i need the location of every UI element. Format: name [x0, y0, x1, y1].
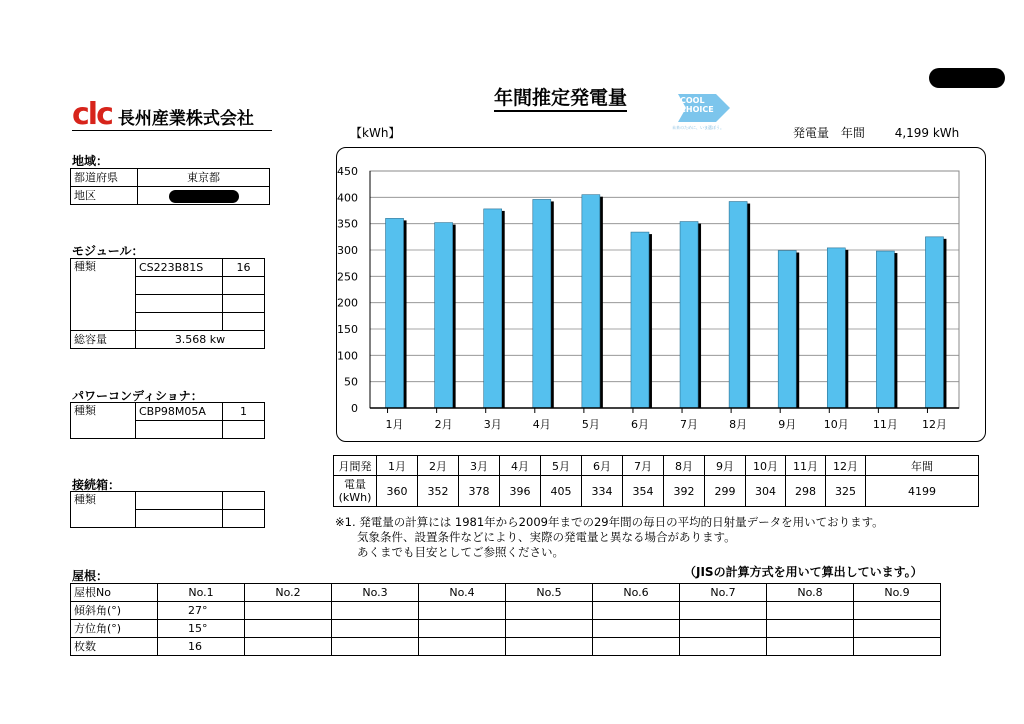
roof-empty-cell [680, 638, 767, 656]
annual-summary [793, 124, 967, 141]
module-empty-cell [223, 277, 265, 295]
monthly-value-5: 405 [541, 476, 582, 507]
roof-tilt-label: 傾斜角(°) [71, 602, 158, 620]
x-tick-label: 11月 [872, 418, 898, 431]
module-table [70, 258, 265, 349]
roof-column-5: No.5 [506, 584, 593, 602]
monthly-value-label [334, 476, 377, 507]
roof-empty-cell [680, 620, 767, 638]
module-empty-cell [223, 313, 265, 331]
monthly-value-label-1: 電量 [344, 478, 366, 491]
roof-table [70, 583, 941, 656]
bar-11 [876, 251, 894, 408]
monthly-annual-value: 4199 [866, 476, 979, 507]
redacted-district [169, 190, 239, 203]
chart-unit-label: 【kWh】 [350, 126, 401, 140]
module-empty-cell [136, 277, 223, 295]
bar-7 [680, 222, 698, 408]
y-tick-label: 450 [337, 165, 358, 178]
notes [335, 515, 884, 560]
monthly-value-12: 325 [826, 476, 866, 507]
x-tick-label: 10月 [823, 418, 849, 431]
monthly-header-8: 8月 [664, 456, 705, 476]
monthly-value-2: 352 [418, 476, 459, 507]
roof-empty-cell [767, 602, 854, 620]
roof-empty-cell [593, 620, 680, 638]
bar-6 [631, 232, 649, 408]
roof-empty-cell [419, 638, 506, 656]
junction-empty-cell [223, 510, 265, 528]
inverter-type-label: 種類 [71, 403, 136, 439]
roof-empty-cell [680, 602, 767, 620]
roof-empty-cell [767, 638, 854, 656]
capacity-label: 総容量 [71, 331, 136, 349]
junction-empty-cell [223, 492, 265, 510]
roof-empty-cell [506, 620, 593, 638]
annual-label: 発電量 [793, 126, 830, 140]
monthly-header-4: 4月 [500, 456, 541, 476]
bar-3 [484, 209, 502, 408]
roof-empty-cell [245, 602, 332, 620]
monthly-table [333, 455, 979, 507]
roof-empty-cell [332, 620, 419, 638]
monthly-value-3: 378 [459, 476, 500, 507]
logo-underline [72, 130, 272, 131]
module-count: 16 [223, 259, 265, 277]
roof-column-6: No.6 [593, 584, 680, 602]
y-tick-label: 400 [337, 191, 358, 205]
annual-period: 年間 [840, 126, 865, 140]
y-tick-label: 350 [337, 217, 358, 231]
y-tick-label: 150 [337, 323, 358, 336]
x-tick-label: 6月 [630, 418, 649, 431]
roof-panels-value: 16 [158, 638, 245, 656]
cool-choice-line1: COOL [680, 96, 705, 105]
jis-note: （JISの計算方式を用いて算出しています。） [684, 565, 923, 579]
logo-mark: clc [72, 97, 112, 132]
roof-azimuth-label: 方位角(°) [71, 620, 158, 638]
monthly-header-12: 12月 [826, 456, 866, 476]
cool-choice-line2: CHOICE [680, 105, 714, 114]
y-tick-label: 200 [337, 296, 358, 310]
roof-azimuth-value: 15° [158, 620, 245, 638]
roof-column-3: No.3 [332, 584, 419, 602]
roof-empty-cell [854, 620, 941, 638]
bar-9 [778, 251, 796, 408]
monthly-header-2: 2月 [418, 456, 459, 476]
roof-column-1: No.1 [158, 584, 245, 602]
roof-column-4: No.4 [419, 584, 506, 602]
district-value [138, 187, 270, 205]
cool-choice-sub: 未来のために、いま選ぼう。 [672, 125, 724, 130]
monthly-generation-chart [336, 147, 986, 442]
cool-choice-text [680, 96, 714, 114]
y-tick-label: 250 [337, 270, 358, 284]
y-tick-label: 0 [351, 402, 358, 415]
monthly-value-4: 396 [500, 476, 541, 507]
monthly-value-10: 304 [746, 476, 786, 507]
bar-8 [729, 202, 747, 408]
roof-column-9: No.9 [854, 584, 941, 602]
x-tick-label: 2月 [434, 418, 453, 431]
note-line-1: ※1. 発電量の計算には 1981年から2009年までの29年間の毎日の平均的日射量データを用いております。 [335, 515, 884, 529]
prefecture-label: 都道府県 [71, 169, 138, 187]
inverter-count: 1 [223, 403, 265, 421]
inverter-empty-cell [223, 421, 265, 439]
roof-empty-cell [854, 638, 941, 656]
module-empty-cell [136, 313, 223, 331]
x-tick-label: 5月 [581, 418, 600, 431]
module-empty-cell [136, 295, 223, 313]
region-heading: 地域： [72, 154, 109, 168]
monthly-header-3: 3月 [459, 456, 500, 476]
monthly-header-10: 10月 [746, 456, 786, 476]
monthly-value-7: 354 [623, 476, 664, 507]
capacity-value: 3.568 kw [136, 331, 265, 349]
monthly-value-9: 299 [705, 476, 746, 507]
roof-header-label: 屋根No [71, 584, 158, 602]
monthly-header-11: 11月 [786, 456, 826, 476]
inverter-empty-cell [136, 421, 223, 439]
junction-heading: 接続箱： [72, 478, 121, 492]
roof-empty-cell [767, 620, 854, 638]
annual-value: 4,199 kWh [894, 126, 960, 140]
y-tick-label: 300 [337, 244, 358, 257]
monthly-value-6: 334 [582, 476, 623, 507]
bar-10 [827, 248, 845, 408]
module-heading: モジュール： [72, 244, 144, 258]
monthly-value-8: 392 [664, 476, 705, 507]
y-tick-label: 50 [344, 375, 358, 389]
monthly-header-5: 5月 [541, 456, 582, 476]
bar-5 [582, 195, 600, 408]
monthly-annual-header: 年間 [866, 456, 979, 476]
monthly-header-7: 7月 [623, 456, 664, 476]
module-empty-cell [223, 295, 265, 313]
junction-table [70, 491, 265, 528]
junction-empty-cell [136, 510, 223, 528]
junction-empty-cell [136, 492, 223, 510]
roof-empty-cell [332, 638, 419, 656]
bar-2 [435, 223, 453, 408]
roof-panels-label: 枚数 [71, 638, 158, 656]
bar-4 [533, 199, 551, 408]
roof-empty-cell [506, 602, 593, 620]
note-line-3: あくまでも目安としてご参照ください。 [357, 545, 564, 559]
inverter-table [70, 402, 265, 439]
monthly-header-6: 6月 [582, 456, 623, 476]
page-title: 年間推定発電量 [494, 86, 627, 112]
x-tick-label: 8月 [729, 418, 748, 431]
company-logo [72, 97, 254, 132]
plot-area [370, 171, 959, 408]
region-table [70, 168, 270, 205]
monthly-value-label-2: (kWh) [338, 491, 372, 504]
monthly-value-11: 298 [786, 476, 826, 507]
x-tick-label: 3月 [483, 418, 502, 431]
note-line-2: 気象条件、設置条件などにより、実際の発電量と異なる場合があります。 [357, 530, 736, 544]
inverter-type-value: CBP98M05A [136, 403, 223, 421]
roof-heading: 屋根： [72, 569, 109, 583]
roof-empty-cell [593, 638, 680, 656]
y-tick-label: 100 [337, 349, 358, 363]
monthly-header-9: 9月 [705, 456, 746, 476]
monthly-header-1: 1月 [377, 456, 418, 476]
x-tick-label: 9月 [778, 418, 797, 431]
roof-empty-cell [419, 620, 506, 638]
roof-empty-cell [245, 620, 332, 638]
roof-empty-cell [245, 638, 332, 656]
roof-column-2: No.2 [245, 584, 332, 602]
monthly-row-label: 月間発 [334, 456, 377, 476]
roof-column-7: No.7 [680, 584, 767, 602]
x-tick-label: 12月 [921, 418, 947, 431]
roof-empty-cell [332, 602, 419, 620]
roof-empty-cell [506, 638, 593, 656]
x-tick-label: 4月 [532, 418, 551, 431]
x-tick-label: 7月 [680, 418, 699, 431]
bar-1 [386, 218, 404, 408]
roof-column-8: No.8 [767, 584, 854, 602]
bar-12 [925, 237, 943, 408]
prefecture-value: 東京都 [138, 169, 270, 187]
x-tick-label: 1月 [385, 418, 404, 431]
roof-tilt-value: 27° [158, 602, 245, 620]
roof-empty-cell [593, 602, 680, 620]
district-label: 地区 [71, 187, 138, 205]
company-name: 長州産業株式会社 [117, 109, 254, 129]
inverter-heading: パワーコンディショナ： [72, 389, 203, 403]
monthly-value-1: 360 [377, 476, 418, 507]
roof-empty-cell [854, 602, 941, 620]
redacted-top-right [929, 68, 1005, 88]
roof-empty-cell [419, 602, 506, 620]
junction-type-label: 種類 [71, 492, 136, 528]
module-type-label: 種類 [71, 259, 136, 331]
module-type-value: CS223B81S [136, 259, 223, 277]
